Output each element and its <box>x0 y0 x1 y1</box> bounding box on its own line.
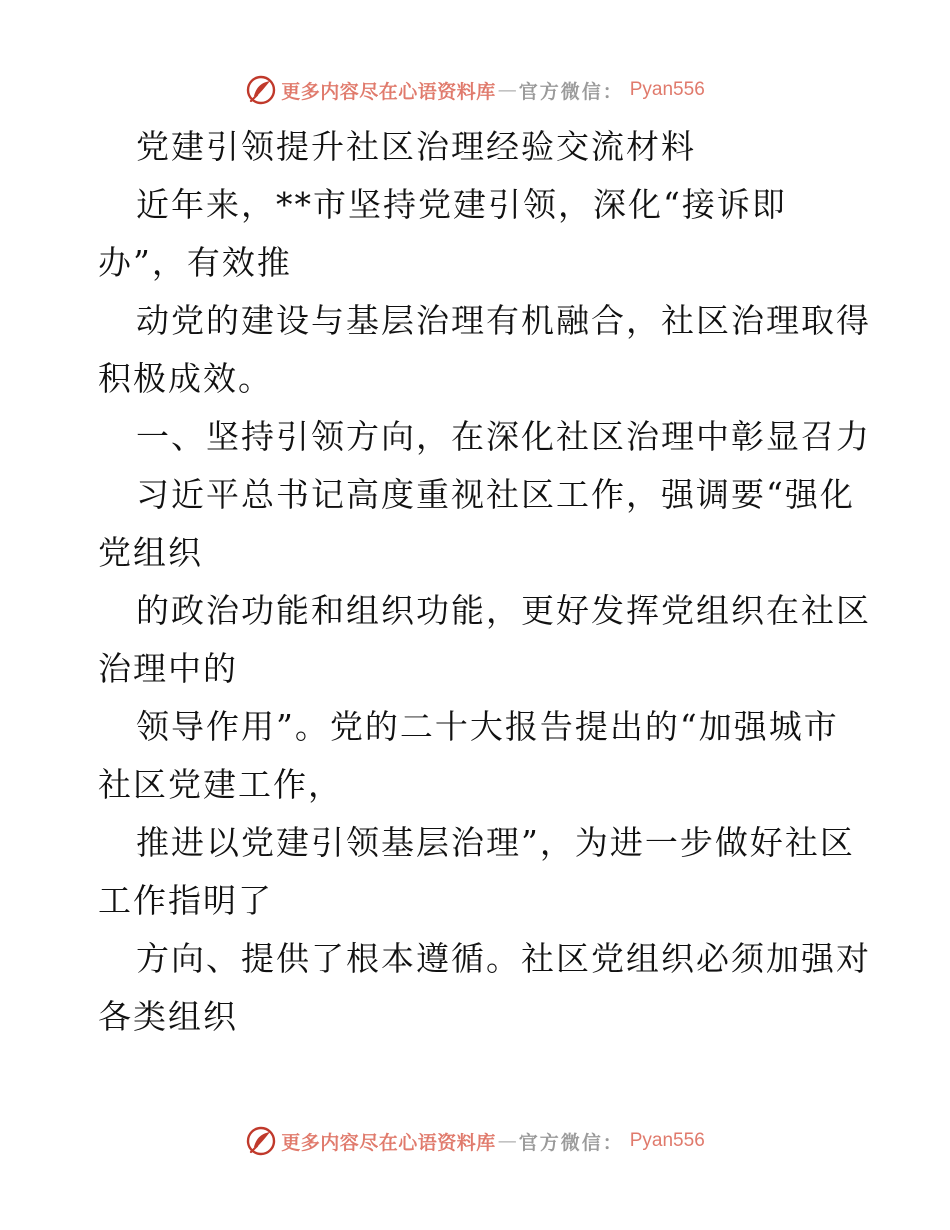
text-line: 方向、提供了根本遵循。社区党组织必须加强对 <box>136 939 871 978</box>
document-title: 党建引领提升社区治理经验交流材料 <box>136 127 696 166</box>
document-body <box>98 118 871 1046</box>
text-line: 积极成效。 <box>98 359 273 398</box>
banner-separator: — <box>497 79 517 101</box>
text-line: 领导作用”。党的二十大报告提出的“加强城市 <box>136 707 839 746</box>
banner-separator: — <box>497 1130 517 1152</box>
text-line: 一、坚持引领方向，在深化社区治理中彰显召力 <box>136 417 871 456</box>
banner-brand-text: 更多内容尽在心语资料库 <box>281 80 496 103</box>
text-line: 办”，有效推 <box>98 243 292 282</box>
text-line: 党组织 <box>98 533 203 572</box>
text-line: 推进以党建引领基层治理”，为进一步做好社区 <box>136 823 855 862</box>
text-line: 的政治功能和组织功能，更好发挥党组织在社区 <box>136 591 871 630</box>
text-line: 社区党建工作， <box>98 765 343 804</box>
brand-logo-icon <box>245 1125 277 1157</box>
footer-banner <box>0 1121 950 1161</box>
text-line: 动党的建设与基层治理有机融合，社区治理取得 <box>136 301 871 340</box>
banner-official-label: 官方微信： <box>518 80 624 103</box>
banner-official-label: 官方微信： <box>518 1131 624 1154</box>
text-line: 各类组织 <box>98 997 238 1036</box>
banner-brand-text: 更多内容尽在心语资料库 <box>281 1131 496 1154</box>
header-banner <box>0 70 950 110</box>
banner-account: Pyan556 <box>629 1130 705 1151</box>
text-line: 习近平总书记高度重视社区工作，强调要“强化 <box>136 475 855 514</box>
brand-logo-icon <box>245 74 277 106</box>
banner-account: Pyan556 <box>629 79 705 100</box>
text-line: 近年来，**市坚持党建引领，深化“接诉即 <box>136 185 787 224</box>
text-line: 工作指明了 <box>98 881 273 920</box>
text-line: 治理中的 <box>98 649 238 688</box>
